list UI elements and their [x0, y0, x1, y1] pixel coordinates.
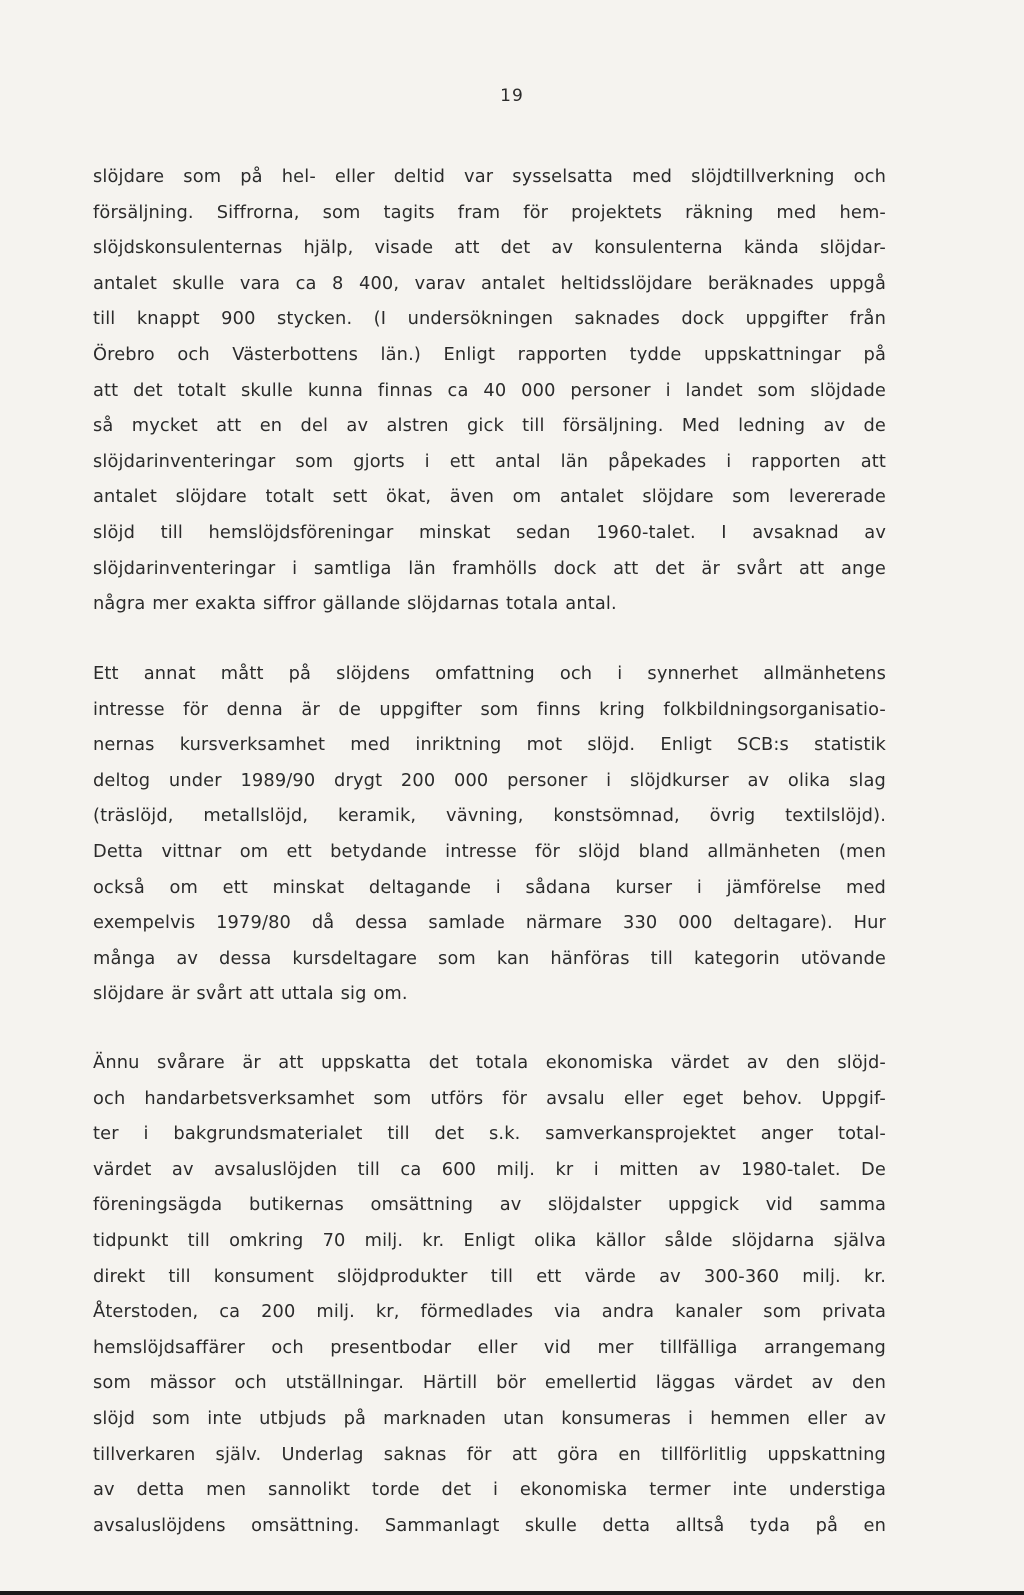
text-line: några mer exakta siffror gällande slöjdarnas totala antal.: [93, 593, 617, 615]
text-line: deltog under 1989/90 drygt 200 000 personer i slöjdkurser av olika slag: [93, 769, 886, 791]
text-line: slöjdarinventeringar i samtliga län framhölls dock att det är svårt att ange: [93, 557, 886, 579]
text-line: slöjdskonsulenternas hjälp, visade att det av konsulenterna kända slöjdar-: [93, 237, 886, 259]
text-line: antalet slöjdare totalt sett ökat, även om antalet slöjdare som levererade: [93, 486, 886, 508]
text-line: slöjd som inte utbjuds på marknaden utan konsumeras i hemmen eller av: [93, 1407, 886, 1429]
text-line: Örebro och Västerbottens län.) Enligt rapporten tydde uppskattningar på: [93, 343, 886, 365]
text-line: många av dessa kursdeltagare som kan hänföras till kategorin utövande: [93, 947, 886, 969]
text-line: exempelvis 1979/80 då dessa samlade närmare 330 000 deltagare). Hur: [93, 912, 886, 934]
text-line: direkt till konsument slöjdprodukter till ett värde av 300-360 milj. kr.: [93, 1265, 886, 1287]
text-line: och handarbetsverksamhet som utförs för avsalu eller eget behov. Uppgif-: [93, 1087, 886, 1109]
text-line: slöjdare är svårt att uttala sig om.: [93, 983, 408, 1005]
text-line: tillverkaren själv. Underlag saknas för att göra en tillförlitlig uppskattning: [93, 1443, 886, 1465]
text-line: av detta men sannolikt torde det i ekonomiska termer inte understiga: [93, 1479, 886, 1501]
paragraph-1: [93, 159, 886, 622]
text-line: antalet skulle vara ca 8 400, varav antalet heltidsslöjdare beräknades uppgå: [93, 272, 886, 294]
text-line: slöjdarinventeringar som gjorts i ett antal län påpekades i rapporten att: [93, 450, 886, 472]
text-line: tidpunkt till omkring 70 milj. kr. Enligt olika källor sålde slöjdarna själva: [93, 1229, 886, 1251]
text-line: slöjd till hemslöjdsföreningar minskat sedan 1960-talet. I avsaknad av: [93, 521, 886, 543]
text-line: avsaluslöjdens omsättning. Sammanlagt skulle detta alltså tyda på en: [93, 1514, 886, 1536]
text-line: försäljning. Siffrorna, som tagits fram för projektets räkning med hem-: [93, 201, 886, 223]
text-line: värdet av avsaluslöjden till ca 600 milj. kr i mitten av 1980-talet. De: [93, 1158, 886, 1180]
text-line: Ett annat mått på slöjdens omfattning och i synnerhet allmänhetens: [93, 663, 886, 684]
text-line: att det totalt skulle kunna finnas ca 40 000 personer i landet som slöjdade: [93, 379, 886, 401]
text-line: intresse för denna är de uppgifter som finns kring folkbildningsorganisatio-: [93, 698, 886, 720]
text-line: som mässor och utställningar. Härtill bör emellertid läggas värdet av den: [93, 1372, 886, 1394]
text-line: också om ett minskat deltagande i sådana kurser i jämförelse med: [93, 876, 886, 898]
text-line: slöjdare som på hel- eller deltid var sysselsatta med slöjdtillverkning och: [93, 166, 886, 187]
page-number: 19: [500, 86, 524, 106]
scan-bottom-edge: [0, 1591, 1024, 1595]
text-line: Detta vittnar om ett betydande intresse för slöjd bland allmänheten (men: [93, 840, 886, 862]
text-line: Återstoden, ca 200 milj. kr, förmedlades via andra kanaler som privata: [93, 1301, 886, 1323]
text-line: till knappt 900 stycken. (I undersökningen saknades dock uppgifter från: [93, 308, 886, 330]
text-line: föreningsägda butikernas omsättning av slöjdalster uppgick vid samma: [93, 1194, 886, 1216]
text-line: hemslöjdsaffärer och presentbodar eller vid mer tillfälliga arrangemang: [93, 1336, 886, 1358]
text-line: Ännu svårare är att uppskatta det totala ekonomiska värdet av den slöjd-: [93, 1052, 886, 1073]
text-line: så mycket att en del av alstren gick till försäljning. Med ledning av de: [93, 415, 886, 437]
text-line: (träslöjd, metallslöjd, keramik, vävning, konstsömnad, övrig textilslöjd).: [93, 805, 886, 827]
text-line: ter i bakgrundsmaterialet till det s.k. samverkansprojektet anger total-: [93, 1123, 886, 1145]
text-line: nernas kursverksamhet med inriktning mot slöjd. Enligt SCB:s statistik: [93, 734, 886, 756]
paragraph-2: [93, 656, 886, 1012]
paragraph-3: [93, 1045, 886, 1543]
